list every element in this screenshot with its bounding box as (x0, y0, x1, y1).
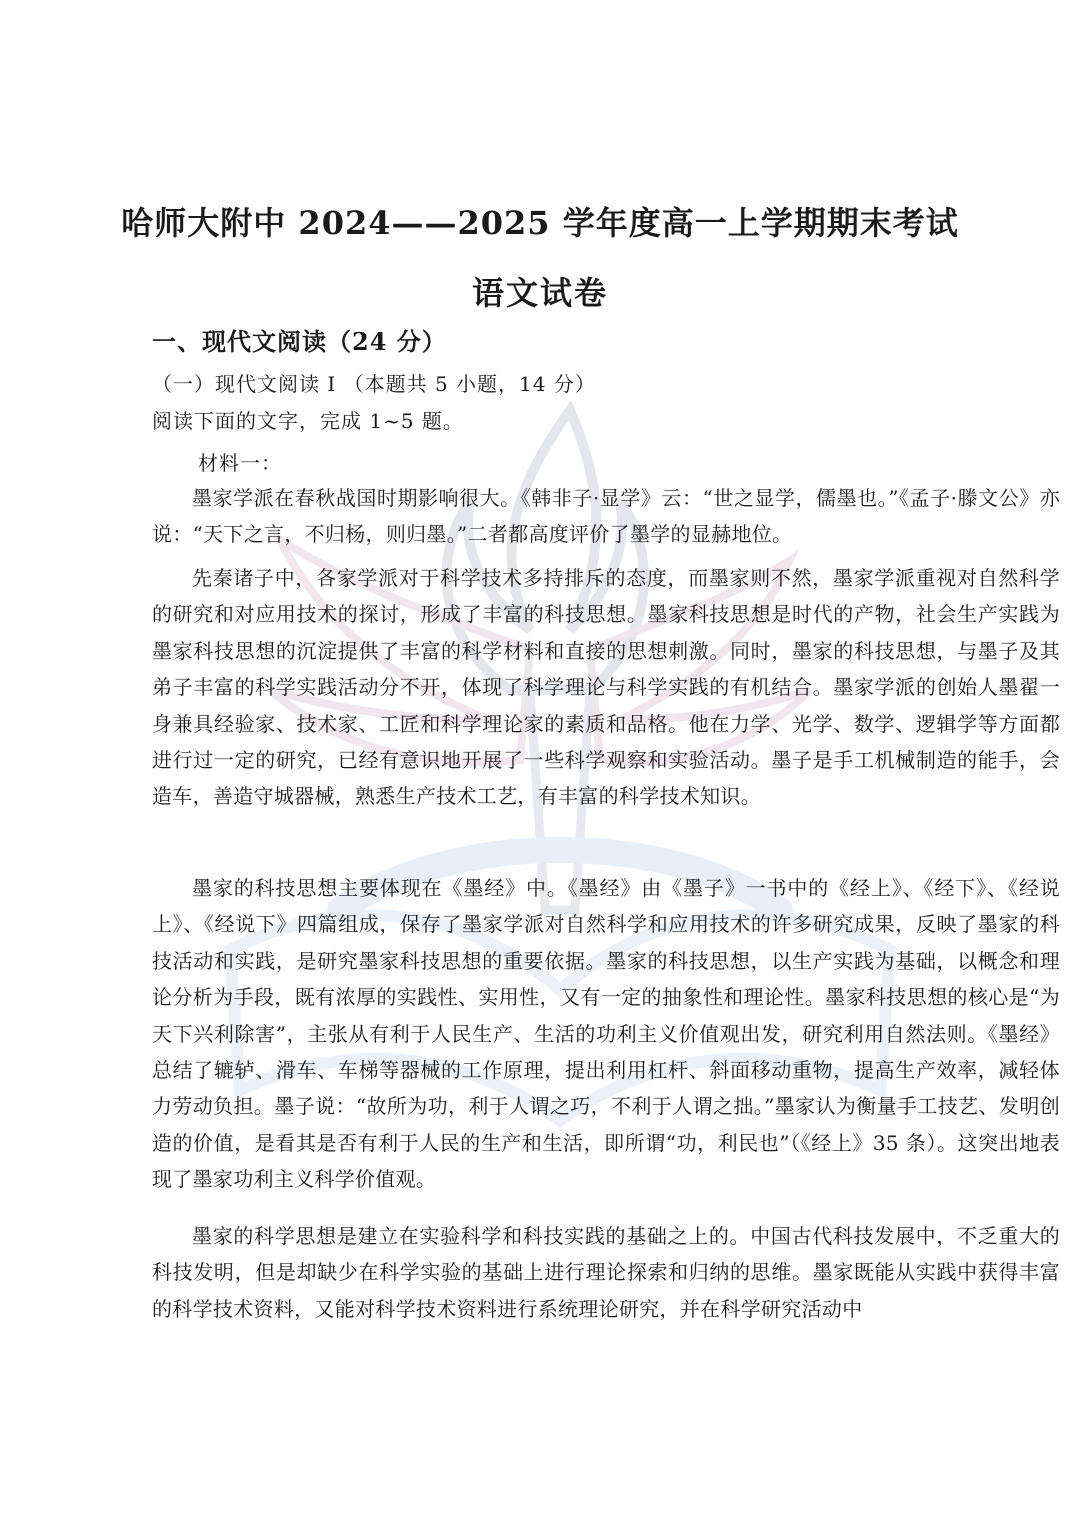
paragraph-4: 墨家的科学思想是建立在实验科学和科技实践的基础之上的。中国古代科技发展中，不乏重大的科技发明，但是却缺少在科学实验的基础上进行理论探索和归纳的思维。墨家既能从实践中获得丰富的科学技术资料，又能对科学技术资料进行系统理论研究，并在科学研究活动中 (152, 1224, 1060, 1321)
section-heading: 一、现代文阅读（24 分） (152, 327, 447, 356)
instruction-text: 阅读下面的文字，完成 1~5 题。 (152, 409, 464, 433)
paragraph-1: 墨家学派在春秋战国时期影响很大。《韩非子·显学》云：“世之显学，儒墨也。”《孟子·滕文公》亦说：“天下之言，不归杨，则归墨。”二者都高度评价了墨学的显赫地位。 (152, 486, 1060, 547)
sub-heading: （一）现代文阅读 I （本题共 5 小题，14 分） (152, 372, 596, 396)
paragraph-2: 先秦诸子中，各家学派对于科学技术多持排斥的态度，而墨家则不然，墨家学派重视对自然科学的研究和对应用技术的探讨，形成了丰富的科技思想。墨家科技思想是时代的产物，社会生产实践为墨家科技思想的沉淀提供了丰富的科学材料和直接的思想刺激。同时，墨家的科技思想，与墨子及其弟子丰富的科学实践活动分不开，体现了科学理论与科学实践的有机结合。墨家学派的创始人墨翟一身兼具经验家、技术家、工匠和科学理论家的素质和品格。他在力学、光学、数学、逻辑学等方面都进行过一定的研究，已经有意识地开展了一些科学观察和实验活动。墨子是手工机械制造的能手，会造车，善造守城器械，熟悉生产技术工艺，有丰富的科学技术知识。 (152, 566, 1060, 809)
paragraph-3: 墨家的科技思想主要体现在《墨经》中。《墨经》由《墨子》一书中的《经上》、《经下》、《经说上》、《经说下》四篇组成，保存了墨家学派对自然科学和应用技术的许多研究成果，反映了墨家的科技活动和实践，是研究墨家科技思想的重要依据。墨家的科技思想，以生产实践为基础，以概念和理论分析为手段，既有浓厚的实践性、实用性，又有一定的抽象性和理论性。墨家科技思想的核心是“为天下兴利除害”，主张从有利于人民生产、生活的功利主义价值观出发，研究利用自然法则。《墨经》总结了辘轳、滑车、车梯等器械的工作原理，提出利用杠杆、斜面移动重物，提高生产效率，减轻体力劳动负担。墨子说：“故所为功，利于人谓之巧，不利于人谓之拙。”墨家认为衡量手工技艺、发明创造的价值，是看其是否有利于人民的生产和生活，即所谓“功，利民也”（《经上》35 条）。这突出地表现了墨家功利主义科学价值观。 (152, 876, 1060, 1192)
document-title: 哈师大附中 2024——2025 学年度高一上学期期末考试 (121, 204, 959, 242)
material-label: 材料一： (198, 451, 282, 475)
document-subtitle: 语文试卷 (471, 274, 608, 312)
